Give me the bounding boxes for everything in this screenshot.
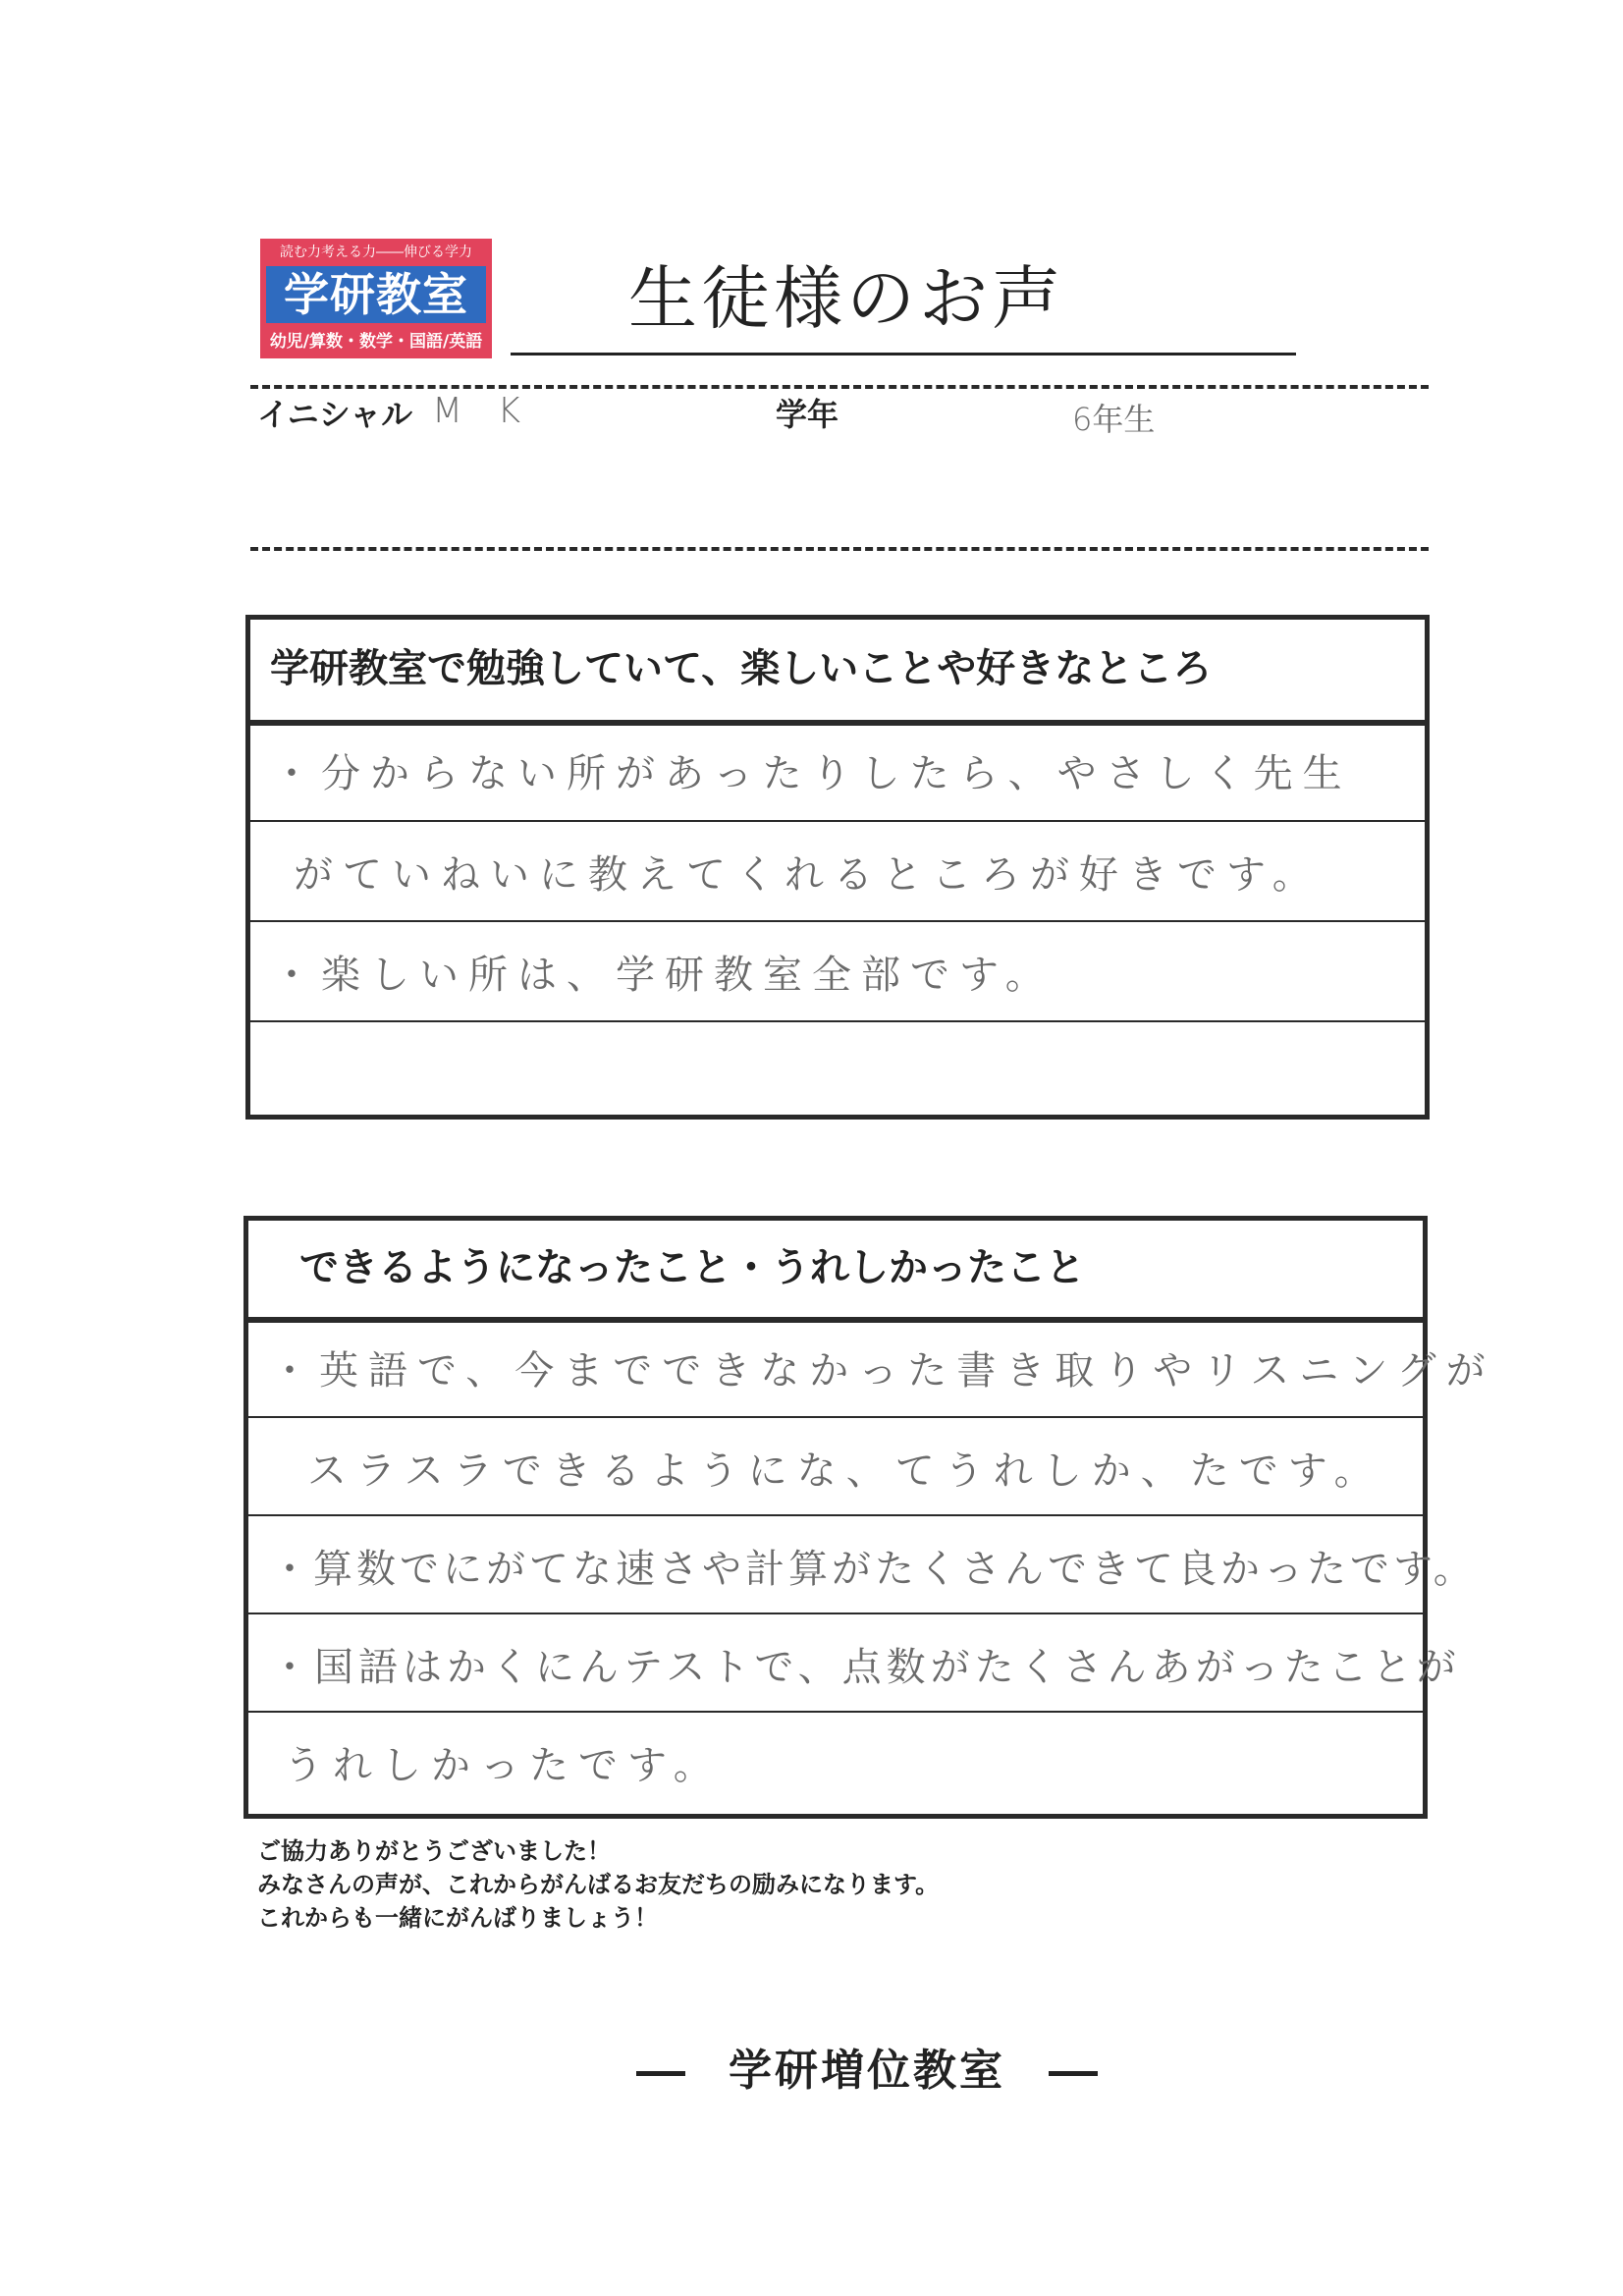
answer-row — [248, 1516, 1477, 1614]
dash-left — [636, 2071, 685, 2076]
grade-value: 6年生 — [1072, 401, 1156, 438]
logo-tagline: 読む力考える力――伸びる学力 — [280, 245, 472, 260]
answer-text: スラスラできるようにな、てうれしか、たです。 — [307, 1449, 1383, 1494]
answer-row — [250, 721, 1425, 822]
answer-row — [250, 822, 1425, 922]
section-achievements-heading: できるようになったこと・うれしかったこと — [248, 1221, 1423, 1323]
answer-text: ・英語で、今までできなかった書き取りやリスニングが — [270, 1348, 1495, 1394]
answer-row — [250, 1022, 1425, 1115]
page-title: 生徒様のお声 — [628, 258, 1064, 339]
answer-text: ・国語はかくにんテストで、点数がたくさんあがったことが — [270, 1645, 1461, 1690]
answer-text: ・楽しい所は、学研教室全部です。 — [272, 953, 1055, 998]
answer-text: ・分からない所があったりしたら、やさしく先生 — [272, 751, 1352, 796]
thank-you-message — [257, 1834, 939, 1935]
answer-row — [248, 1318, 1495, 1418]
dashed-divider-bottom — [250, 547, 1429, 551]
answer-row — [248, 1713, 1423, 1814]
answer-text: がていねいに教えてくれるところが好きです。 — [294, 852, 1322, 898]
section-enjoyable-box — [245, 615, 1430, 1120]
dashed-divider-top — [250, 385, 1429, 389]
answer-row — [250, 922, 1425, 1022]
gakken-logo — [260, 239, 492, 358]
thank-you-line: みなさんの声が、これからがんばるお友だちの励みになります。 — [257, 1871, 940, 1898]
answer-row — [248, 1614, 1461, 1713]
logo-name: 学研教室 — [266, 266, 486, 323]
answer-text: うれしかったです。 — [284, 1743, 723, 1788]
answer-text: ・算数でにがてな速さや計算がたくさんできて良かったです。 — [270, 1547, 1477, 1592]
initial-value: M K — [432, 391, 533, 431]
thank-you-line: ご協力ありがとうございました！ — [257, 1837, 611, 1865]
section-enjoyable-heading: 学研教室で勉強していて、楽しいことや好きなところ — [250, 620, 1425, 726]
title-underline — [511, 353, 1296, 355]
organization-signature — [593, 2035, 1141, 2098]
dash-right — [1049, 2071, 1098, 2076]
organization-name: 学研増位教室 — [729, 2046, 1005, 2096]
logo-subjects: 幼児/算数・数学・国語/英語 — [269, 332, 483, 352]
thank-you-line: これからも一緒にがんばりましょう！ — [257, 1904, 658, 1932]
initial-label: イニシャル — [257, 396, 413, 433]
answer-row — [248, 1418, 1423, 1516]
section-achievements-box — [243, 1216, 1495, 1819]
grade-label: 学年 — [776, 396, 839, 433]
